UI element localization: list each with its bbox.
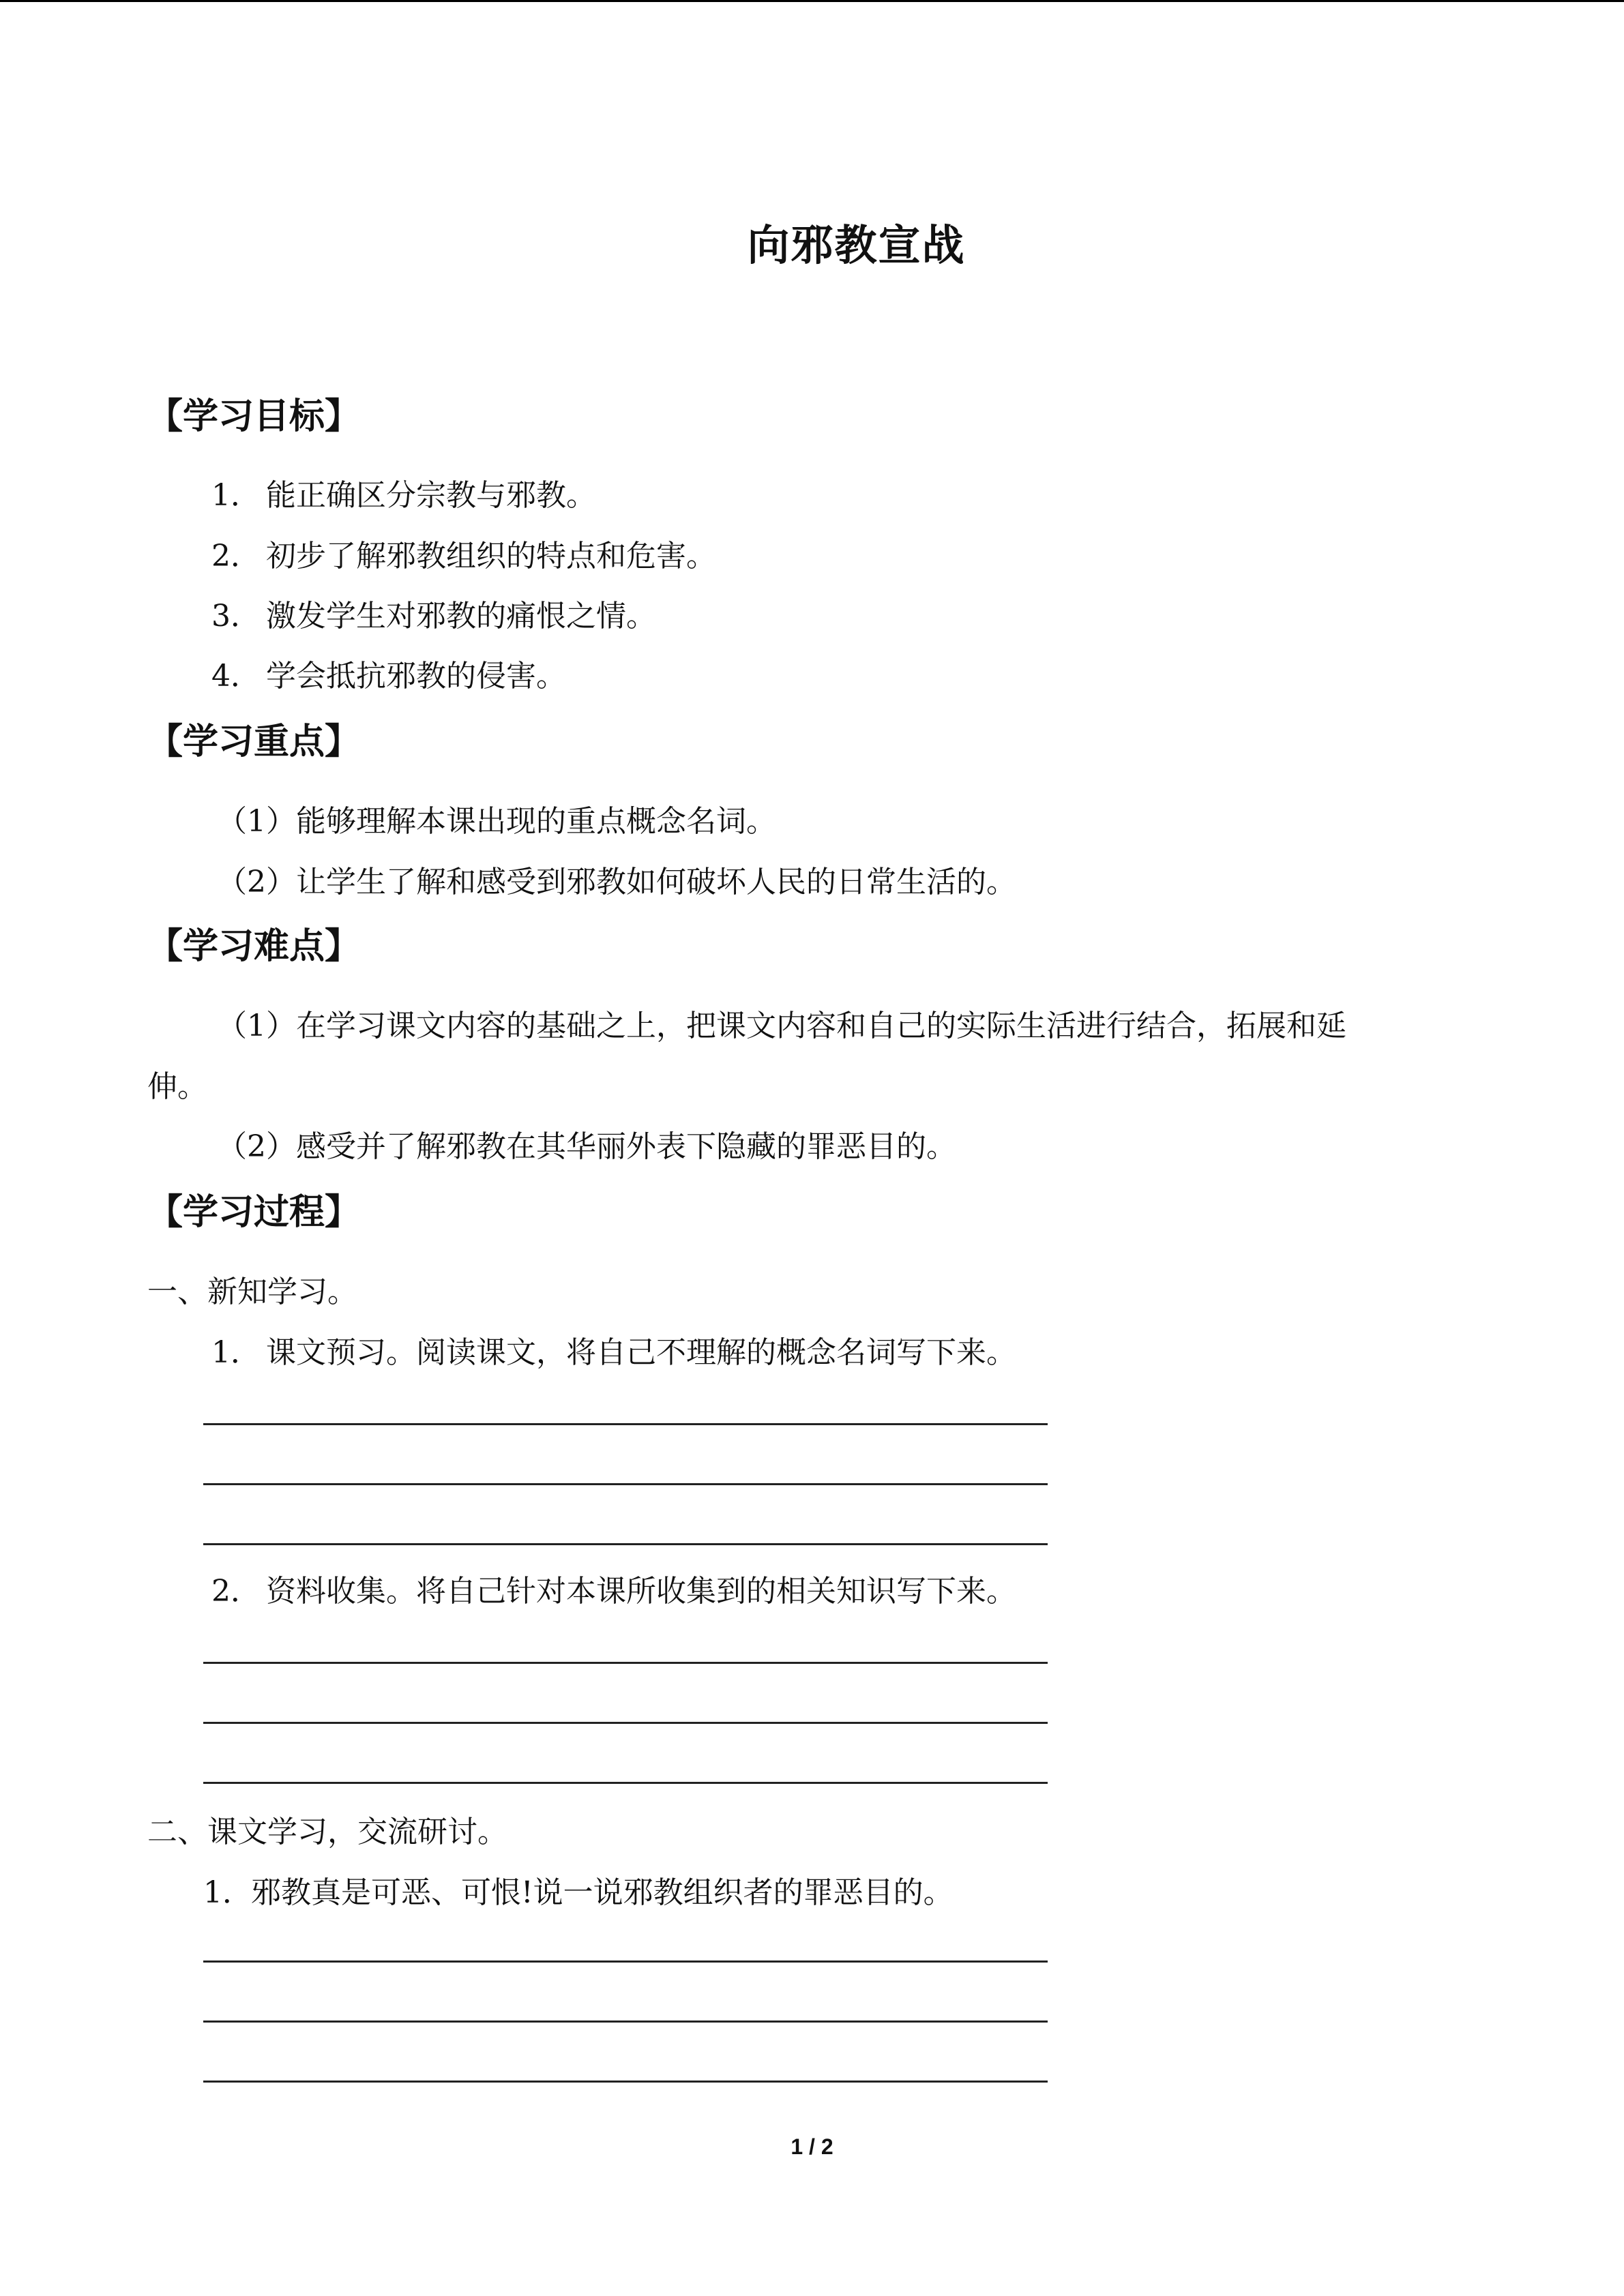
objective-item [211,651,566,695]
section-title: 一、新知学习。 [147,1274,357,1309]
item-number: 4． [211,659,261,694]
item-text: 初步了解邪教组织的特点和危害。 [266,539,716,573]
answer-line[interactable] [203,2081,1048,2083]
item-number: 1． [211,478,261,513]
answer-line[interactable] [203,2021,1048,2023]
item-number: 3． [211,599,261,633]
item-number: 2． [211,539,261,573]
question-item [203,1868,954,1911]
item-text: 邪教真是可恶、可恨!说一说邪教组织者的罪恶目的。 [251,1875,954,1910]
item-text: 激发学生对邪教的痛恨之情。 [266,599,656,633]
top-border [0,0,1624,2]
key-point-item: （2）让学生了解和感受到邪教如何破坏人民的日常生活的。 [217,865,1016,899]
item-number: 1． [211,1335,261,1370]
objective-item [211,471,596,514]
heading-process: 【学习过程】 [147,1191,361,1233]
answer-line[interactable] [203,1960,1048,1963]
objective-item [211,531,716,575]
key-point-item: （1）能够理解本课出现的重点概念名词。 [217,804,776,839]
heading-difficulties: 【学习难点】 [147,925,361,967]
difficulty-item: （2）感受并了解邪教在其华丽外表下隐藏的罪恶目的。 [217,1129,956,1164]
item-number: 2． [211,1574,261,1609]
heading-objectives: 【学习目标】 [147,396,361,437]
answer-line[interactable] [203,1483,1048,1485]
answer-line[interactable] [203,1423,1048,1425]
item-number: 1． [203,1875,252,1910]
answer-line[interactable] [203,1543,1048,1545]
question-item [211,1328,1016,1371]
difficulty-item-line: （1）在学习课文内容的基础之上，把课文内容和自己的实际生活进行结合，拓展和延 [217,1009,1346,1043]
answer-line[interactable] [203,1782,1048,1784]
item-text: 能正确区分宗教与邪教。 [266,478,596,513]
question-item [211,1566,1016,1610]
difficulty-item-line: 伸。 [147,1069,207,1104]
answer-line[interactable] [203,1662,1048,1664]
item-text: 课文预习。阅读课文，将自己不理解的概念名词写下来。 [266,1335,1016,1370]
item-text: 学会抵抗邪教的侵害。 [266,659,566,694]
page-title: 向邪教宣战 [747,220,966,270]
heading-key-points: 【学习重点】 [147,721,361,762]
objective-item [211,591,656,635]
item-text: 资料收集。将自己针对本课所收集到的相关知识写下来。 [266,1574,1016,1609]
answer-line[interactable] [203,1722,1048,1724]
section-title: 二、课文学习，交流研讨。 [147,1815,507,1849]
page-number: 1 / 2 [791,2134,833,2159]
